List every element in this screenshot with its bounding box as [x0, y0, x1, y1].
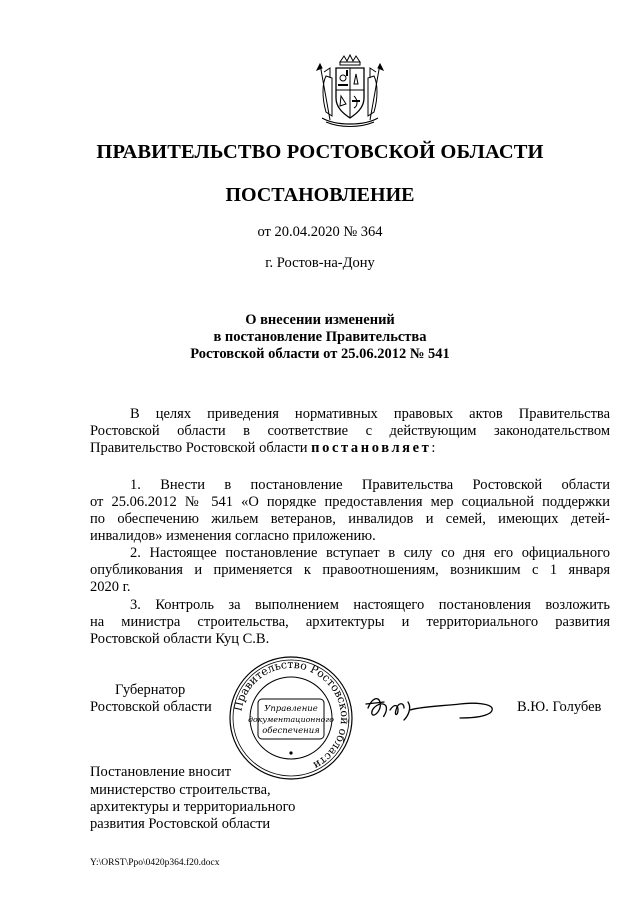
coat-of-arms-icon — [316, 54, 384, 128]
preamble-resolves: постановляет — [311, 440, 432, 456]
item-2-line: 2020 г. — [90, 579, 131, 595]
subject-line: Ростовской области от 25.06.2012 № 541 — [190, 346, 450, 362]
item-2-line: 2. Настоящее постановление вступает в силу со дня его официального — [130, 545, 610, 561]
submitted-by-line: архитектуры и территориального — [90, 799, 296, 815]
file-path: Y:\ORST\Ppo\0420p364.f20.docx — [90, 858, 220, 868]
signatory-region: Ростовской области — [90, 699, 212, 715]
stamp-ring-text: Правительство Ростовской области — [231, 657, 352, 773]
subject-line: О внесении изменений — [245, 312, 395, 328]
decree-city: г. Ростов-на-Дону — [265, 255, 375, 271]
item-3-line: 3. Контроль за выполнением настоящего постановления возложить — [130, 597, 610, 613]
item-3-line: Ростовской области Куц С.В. — [90, 631, 270, 647]
preamble-line: В целях приведения нормативных правовых актов Правительства — [130, 406, 610, 422]
submitted-by-line: министерство строительства, — [90, 782, 271, 798]
subject-line: в постановление Правительства — [213, 329, 427, 345]
stamp-inner-line: документационного — [248, 715, 334, 724]
item-1-line: по обеспечению жильем ветеранов, инвалидов и семей, имеющих детей- — [90, 511, 610, 527]
document-type-title: ПОСТАНОВЛЕНИЕ — [225, 184, 415, 206]
preamble-line: Ростовской области в соответствие с действующим законодательством — [90, 423, 610, 439]
handwritten-signature — [364, 690, 496, 726]
decree-subject — [0, 312, 640, 363]
item-3-line: на министра строительства, архитектуры и территориального развития — [90, 614, 610, 630]
signatory-position: Губернатор — [115, 682, 186, 698]
signatory-name: В.Ю. Голубев — [517, 699, 602, 715]
submitted-by-line: Постановление вносит — [90, 764, 232, 780]
item-1-line: инвалидов» изменения согласно приложению. — [90, 528, 376, 544]
preamble-prefix: Правительство Ростовской области — [90, 440, 308, 456]
item-1-line: 1. Внести в постановление Правительства Ростовской области — [130, 477, 610, 493]
stamp-inner-line: обеспечения — [262, 726, 320, 736]
preamble-suffix: : — [431, 440, 436, 456]
decree-date-number: от 20.04.2020 № 364 — [257, 224, 383, 240]
government-title: ПРАВИТЕЛЬСТВО РОСТОВСКОЙ ОБЛАСТИ — [96, 141, 544, 163]
item-2-line: опубликования и применяется к правоотношениям, возникшим с 1 января — [90, 562, 610, 578]
submitted-by-line: развития Ростовской области — [90, 816, 271, 832]
official-stamp — [228, 655, 354, 781]
preamble-line — [90, 440, 435, 457]
item-1-line: от 25.06.2012 № 541 «О порядке предоставления мер социальной поддержки — [90, 494, 610, 510]
stamp-inner-line: Управление — [264, 704, 318, 714]
